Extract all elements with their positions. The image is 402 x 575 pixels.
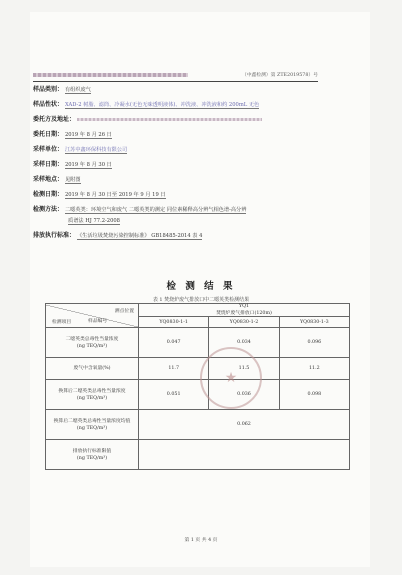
header-rule (33, 81, 318, 82)
row-label: 废气中含氧量(%) (46, 358, 139, 380)
field-value: 见附图 (64, 177, 81, 183)
table-cell: 0.036 (209, 380, 279, 410)
table-cell: 0.034 (209, 328, 279, 358)
field-label: 采样单位 (33, 146, 58, 153)
field-label: 检测方法 (33, 206, 58, 213)
field-value: 二噁英类：环境空气和废气 二噁英类的测定 同位素稀释高分辨气相色谱-高分辨 (64, 207, 247, 213)
results-title: 检 测 结 果 (166, 281, 236, 292)
field-value: 有组织废气 (64, 87, 91, 93)
redacted-client-info (77, 118, 262, 122)
field-label: 采样日期 (33, 161, 58, 168)
field-value: 质谱法 HJ 77.2-2008 (68, 218, 120, 224)
table-row (46, 440, 350, 470)
redacted-header-text (33, 73, 188, 77)
table-row (46, 380, 350, 410)
field-commission-date: 委托日期： 2019 年 8 月 26 日 (33, 131, 112, 138)
row-label: 换算后二噁英类总毒性当量浓度 (ng TEQ/m³) (46, 380, 139, 410)
field-test-date: 检测日期： 2019 年 8 月 30 日至 2019 年 9 月 19 日 (33, 191, 166, 198)
sample-id-header: YQ0830-1-2 (209, 317, 279, 328)
row-label: 二噁英类总毒性当量浓度 (ng TEQ/m³) (46, 328, 139, 358)
field-test-method-line2 (68, 217, 120, 225)
corner-site-label: 测点位置 (114, 308, 134, 314)
field-test-method: 检测方法： 二噁英类：环境空气和废气 二噁英类的测定 同位素稀释高分辨气相色谱-高分辨 (33, 206, 247, 213)
field-value: XAD-2 树脂、滤筒、冷凝水(无色无味透明液体)、冲洗液、冲洗液和约 200mL 无色 (64, 102, 260, 108)
field-label: 委托日期 (33, 131, 58, 138)
table-cell: 0.047 (139, 328, 209, 358)
field-client: 委托方及地址： (33, 116, 262, 124)
table-cell: 11.2 (279, 358, 349, 380)
row-label: 排放执行标准限值 (ng TEQ/m³) (46, 440, 139, 470)
field-sample-property: 样品性状： XAD-2 树脂、滤筒、冷凝水(无色无味透明液体)、冲洗液、冲洗液和约 200mL 无色 (33, 101, 260, 108)
field-value: 2019 年 8 月 26 日 (64, 132, 112, 138)
report-header (33, 72, 318, 80)
field-sampling-date: 采样日期： 2019 年 8 月 30 日 (33, 161, 112, 168)
table-row (46, 358, 350, 380)
table-cell: 0.098 (279, 380, 349, 410)
table-corner (46, 304, 139, 328)
sample-id-header: YQ0830-1-1 (139, 317, 209, 328)
field-sample-category: 样品类别： 有组织废气 (33, 86, 91, 93)
table-cell: 11.7 (139, 358, 209, 380)
field-label: 采样地点 (33, 176, 58, 183)
field-label: 样品性状 (33, 101, 58, 108)
table-caption: 表 1 焚烧炉废气排放口中二噁英类检测结果 (152, 297, 250, 303)
site-name: 焚烧炉废气排放口(120m) (216, 311, 272, 316)
field-value: 2019 年 8 月 30 日至 2019 年 9 月 19 日 (64, 192, 166, 198)
official-seal-stamp: ★ (200, 347, 262, 409)
field-sampling-unit: 采样单位： 江苏中鑫环保科技有限公司 (33, 146, 128, 153)
page-footer: 第 1 页 共 4 页 (184, 538, 218, 543)
field-value: 《生活垃圾焚烧污染控制标准》 GB18485-2014 表 4 (76, 233, 203, 239)
field-sampling-location: 采样地点： 见附图 (33, 176, 81, 183)
corner-sample-label: 样品编号 (88, 318, 108, 324)
field-label: 排放执行标准 (33, 232, 70, 239)
field-value: 江苏中鑫环保科技有限公司 (64, 147, 128, 153)
row-label: 换算后二噁英类总毒性当量浓度均值 (ng TEQ/m³) (46, 410, 139, 440)
site-code: YQ1 (238, 304, 250, 309)
field-label: 委托方及地址 (33, 116, 70, 123)
table-cell: 0.051 (139, 380, 209, 410)
corner-item-label: 检测项目 (52, 319, 72, 325)
results-table (45, 303, 350, 470)
table-cell: 0.096 (279, 328, 349, 358)
field-label: 样品类别 (33, 86, 58, 93)
table-row (46, 410, 350, 440)
report-number: （中鑫检测）第 ZTE2019578）号 (241, 73, 318, 78)
field-emission-standard: 排放执行标准： 《生活垃圾焚烧污染控制标准》 GB18485-2014 表 4 (33, 232, 203, 239)
table-cell: 11.5 (209, 358, 279, 380)
sample-id-header: YQ0830-1-3 (279, 317, 349, 328)
table-cell-merged (139, 440, 350, 470)
table-row (46, 328, 350, 358)
site-header (139, 304, 350, 317)
table-cell-merged: 0.062 (139, 410, 350, 440)
field-value: 2019 年 8 月 30 日 (64, 162, 112, 168)
field-label: 检测日期 (33, 191, 58, 198)
